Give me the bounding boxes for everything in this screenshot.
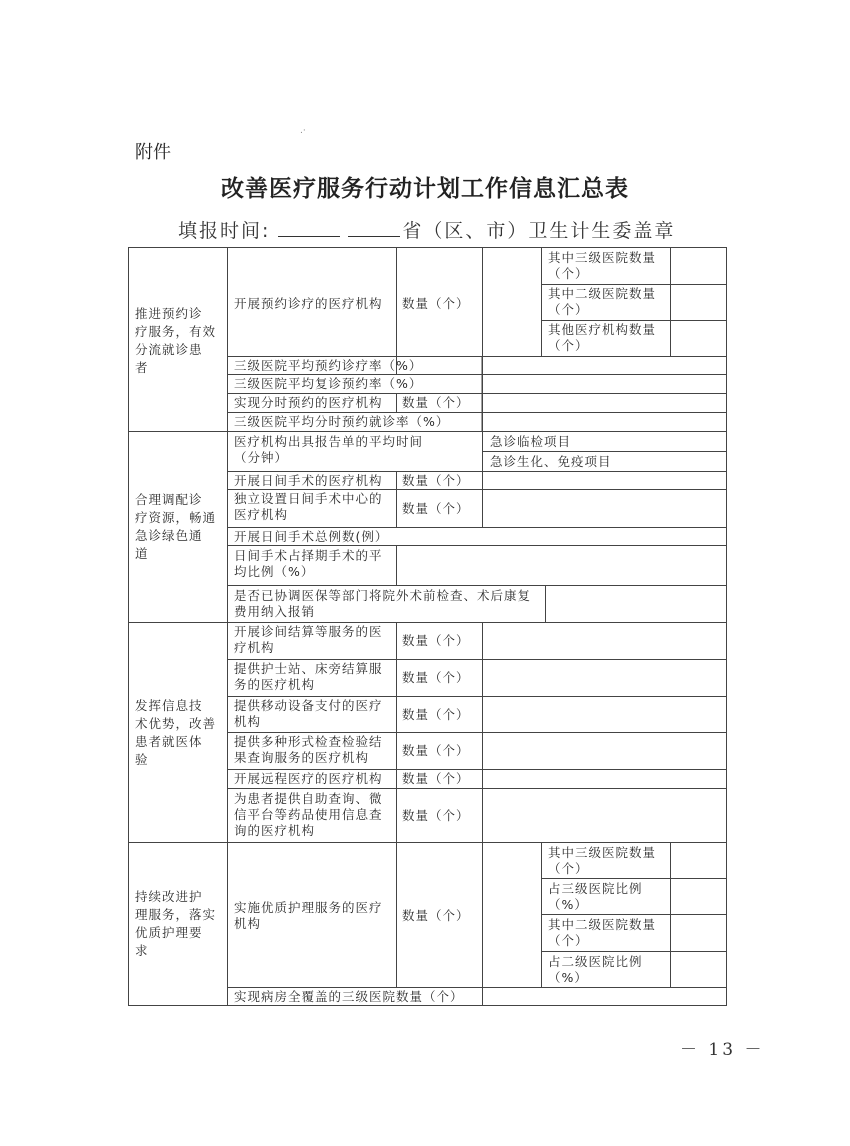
category-nursing-service: 持续改进护 理服务，落实 优质护理要 求 bbox=[135, 889, 217, 958]
row-label-result-query: 提供多种形式检查检验结 果查询服务的医疗机构 bbox=[234, 734, 383, 765]
category-appointment: 推进预约诊 疗服务，有效 分流就诊患 者 bbox=[135, 306, 217, 375]
row-label-telemedicine: 开展远程医疗的医疗机构 bbox=[234, 771, 383, 786]
row-label-revisit-rate: 三级医院平均复诊预约率（%） bbox=[234, 376, 423, 391]
row-label-day-surgery-ratio: 日间手术占择期手术的平 均比例（%） bbox=[234, 548, 383, 579]
row-label-insurance-coordination: 是否已协调医保等部门将院外术前检查、术后康复 费用纳入报销 bbox=[234, 588, 532, 619]
row-label-bedside-settlement: 提供护士站、床旁结算服 务的医疗机构 bbox=[234, 661, 383, 692]
row-label-day-surgery-institutions: 开展日间手术的医疗机构 bbox=[234, 473, 383, 488]
sub-label-tier3-ratio: 占三级医院比例 （%） bbox=[548, 881, 643, 912]
province-stamp-label: 省（区、市）卫生计生委盖章 bbox=[402, 220, 676, 242]
unit-label: 数量（个） bbox=[402, 296, 470, 311]
row-label-report-time: 医疗机构出具报告单的平均时间 （分钟） bbox=[234, 434, 424, 465]
unit-label: 数量（个） bbox=[402, 808, 470, 823]
category-resource-allocation: 合理调配诊 疗资源，畅通 急诊绿色通 道 bbox=[135, 492, 217, 561]
row-label-day-surgery-center: 独立设置日间手术中心的 医疗机构 bbox=[234, 491, 383, 522]
sub-label-tier2-ratio: 占二级医院比例 （%） bbox=[548, 954, 643, 985]
sub-label-emergency-lab: 急诊临检项目 bbox=[490, 434, 572, 449]
category-information-technology: 发挥信息技 术优势，改善 患者就医体 验 bbox=[135, 698, 217, 767]
row-label-timed-appointment-rate: 三级医院平均分时预约就诊率（%） bbox=[234, 414, 450, 429]
unit-label: 数量（个） bbox=[402, 743, 470, 758]
sub-label-tier2-count: 其中二级医院数量 （个） bbox=[548, 286, 657, 317]
unit-label: 数量（个） bbox=[402, 707, 470, 722]
page-number: － 13 － bbox=[680, 1040, 765, 1060]
unit-label: 数量（个） bbox=[402, 501, 470, 516]
unit-label: 数量（个） bbox=[402, 633, 470, 648]
unit-label: 数量（个） bbox=[402, 908, 470, 923]
unit-label: 数量（个） bbox=[402, 473, 470, 488]
row-label-clinic-settlement: 开展诊间结算等服务的医 疗机构 bbox=[234, 624, 383, 655]
row-label-timed-appointment-institutions: 实现分时预约的医疗机构 bbox=[234, 395, 383, 410]
sub-label-tier3-count: 其中三级医院数量 （个） bbox=[548, 845, 657, 876]
sub-label-emergency-biochem: 急诊生化、免疫项目 bbox=[490, 454, 612, 469]
row-label-day-surgery-cases: 开展日间手术总例数(例） bbox=[234, 529, 389, 544]
row-label-appointment-rate: 三级医院平均预约诊疗率（%） bbox=[234, 358, 423, 373]
document-title: 改善医疗服务行动计划工作信息汇总表 bbox=[221, 175, 629, 202]
row-label-full-coverage-hospitals: 实现病房全覆盖的三级医院数量（个） bbox=[234, 989, 464, 1004]
row-label-appointment-institutions: 开展预约诊疗的医疗机构 bbox=[234, 296, 383, 311]
fill-time-label: 填报时间: bbox=[178, 220, 271, 242]
attachment-label: 附件 bbox=[135, 142, 171, 163]
unit-label: 数量（个） bbox=[402, 771, 470, 786]
unit-label: 数量（个） bbox=[402, 395, 470, 410]
sub-label-other-count: 其他医疗机构数量 （个） bbox=[548, 322, 657, 353]
sub-label-tier3-count: 其中三级医院数量 （个） bbox=[548, 250, 657, 281]
sub-label-tier2-count: 其中二级医院数量 （个） bbox=[548, 917, 657, 948]
unit-label: 数量（个） bbox=[402, 670, 470, 685]
row-label-quality-nursing: 实施优质护理服务的医疗 机构 bbox=[234, 900, 383, 931]
scan-speck: .· bbox=[300, 126, 306, 136]
row-label-self-service-query: 为患者提供自助查询、微 信平台等药品使用信息查 询的医疗机构 bbox=[234, 791, 383, 838]
row-label-mobile-payment: 提供移动设备支付的医疗 机构 bbox=[234, 698, 383, 729]
